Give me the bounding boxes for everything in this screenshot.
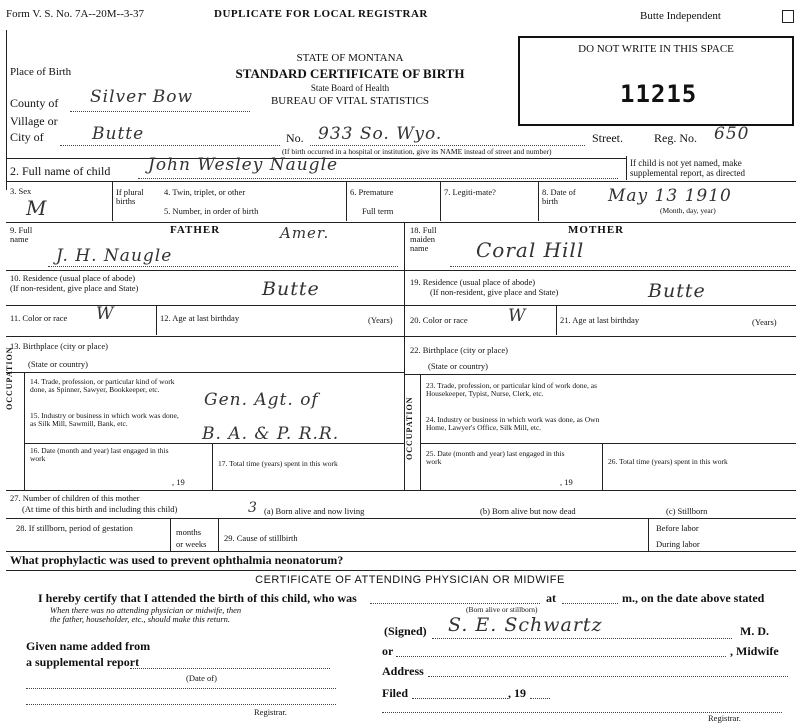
mother-residence-value: Butte [648, 280, 706, 302]
mother-occupation-label: OCCUPATION [405, 396, 414, 460]
filed-label: Filed [382, 686, 408, 700]
children-stillborn: (c) Stillborn [666, 506, 708, 516]
city-label: City of [10, 130, 44, 144]
street-no-label: No. [286, 131, 304, 145]
newspaper-stamp: Butte Independent [640, 10, 721, 22]
father-industry-value: B. A. & P. R.R. [202, 424, 340, 444]
midwife-label: , Midwife [730, 644, 779, 658]
plural-births-label: If plural births [116, 187, 144, 206]
registrar-label-right: Registrar. [708, 713, 741, 723]
children-count-label: 27. Number of children of this mother [10, 493, 140, 503]
village-label: Village or [10, 114, 58, 128]
children-born-alive-living: (a) Born alive and now living [264, 506, 365, 516]
county-value: Silver Bow [90, 87, 193, 107]
father-industry-label: 15. Industry or business in which work was done, as Silk Mill, Sawmill, Bank, etc. [30, 411, 179, 428]
father-heading: FATHER [170, 224, 221, 236]
certificate-title: STANDARD CERTIFICATE OF BIRTH [235, 66, 465, 81]
street-value: 933 So. Wyo. [318, 124, 443, 144]
state-title: STATE OF MONTANA [296, 52, 404, 64]
mother-year-label: , 19 [560, 477, 573, 487]
reg-no-value: 650 [714, 124, 750, 144]
father-total-time-label: 17. Total time (years) spent in this work [218, 459, 338, 468]
father-name-value: J. H. Naugle [56, 246, 173, 266]
at-label: at [546, 591, 556, 605]
mother-industry-label: 24. Industry or business in which work was done, as Own Home, Lawyer's Office, Silk Mill, etc. [426, 415, 600, 432]
child-name-value: John Wesley Naugle [148, 155, 339, 175]
fullterm-label: Full term [362, 206, 394, 216]
mother-heading: MOTHER [568, 224, 625, 236]
twin-label: 4. Twin, triplet, or other [164, 187, 246, 197]
do-not-write: DO NOT WRITE IN THIS SPACE [578, 43, 734, 55]
gestation-weeks: or weeks [176, 539, 207, 549]
premature-label: 6. Premature [350, 187, 394, 197]
father-age-unit: (Years) [368, 315, 393, 325]
children-count-hint: (At time of this birth and including this child) [22, 504, 178, 514]
no-physician-note: When there was no attending physician or midwife, then the father, householder, etc., should make this return. [50, 605, 242, 624]
mother-trade-label: 23. Trade, profession, or particular kind of work done, as Housekeeper, Typist, Nurse, Clerk, etc. [426, 381, 598, 398]
children-count-value: 3 [248, 500, 258, 516]
child-name-label: 2. Full name of child [10, 164, 111, 178]
reg-no-label: Reg. No. [654, 131, 697, 145]
father-name-label: 9. Full name [10, 225, 33, 244]
place-of-birth-label: Place of Birth [10, 66, 72, 78]
during-labor: During labor [656, 539, 700, 549]
filed-year-label: , 19 [508, 686, 526, 700]
father-residence-value: Butte [262, 278, 320, 300]
board-title: State Board of Health [310, 83, 390, 93]
mother-color-label: 20. Color or race [410, 315, 468, 325]
date-of-birth-hint: (Month, day, year) [660, 206, 716, 215]
mother-date-engaged-label: 25. Date (month and year) last engaged in this work [426, 449, 565, 466]
physician-cert-heading: CERTIFICATE OF ATTENDING PHYSICIAN OR MIDWIFE [255, 574, 565, 586]
mother-total-time-label: 26. Total time (years) spent in this work [608, 457, 728, 466]
sex-label: 3. Sex [10, 186, 32, 196]
father-residence-label: 10. Residence (usual place of abode) [10, 273, 136, 283]
mother-birthplace-label: 22. Birthplace (city or place) [410, 345, 508, 355]
father-occupation-label: OCCUPATION [5, 346, 14, 410]
duplicate-heading: DUPLICATE FOR LOCAL REGISTRAR [214, 8, 428, 20]
given-name-label: Given name added from [26, 639, 151, 653]
born-alive-hint: (Born alive or stillborn) [466, 605, 538, 614]
mother-residence-label: 19. Residence (usual place of abode) [410, 277, 536, 287]
on-date-text: m., on the date above stated [622, 591, 765, 605]
date-of-birth-value: May 13 1910 [608, 186, 732, 206]
gestation-label: 28. If stillborn, period of gestation [16, 523, 133, 533]
father-date-engaged-label: 16. Date (month and year) last engaged in this work [30, 446, 169, 463]
legitimate-label: 7. Legiti-mate? [444, 187, 496, 197]
county-label: County of [10, 96, 59, 110]
not-named-note-2: supplemental report, as directed [630, 168, 745, 178]
physician-signature: S. E. Schwartz [448, 614, 603, 636]
md-label: M. D. [740, 624, 769, 638]
before-labor: Before labor [656, 523, 699, 533]
stillbirth-cause-label: 29. Cause of stillbirth [224, 533, 298, 543]
father-residence-hint: (If non-resident, give place and State) [10, 283, 139, 293]
mother-birthplace-hint: (State or country) [428, 361, 488, 371]
form-number: Form V. S. No. 7A--20M--3-37 [6, 8, 145, 20]
bureau-title: BUREAU OF VITAL STATISTICS [270, 95, 430, 107]
office-use-box [518, 36, 794, 126]
not-named-note-1: If child is not yet named, make [630, 158, 742, 168]
address-label: Address [382, 664, 424, 678]
date-of-label: (Date of) [186, 673, 217, 683]
supplemental-label: a supplemental report [26, 655, 140, 669]
mother-age-label: 21. Age at last birthday [560, 315, 640, 325]
father-nationality: Amer. [280, 224, 330, 242]
registrar-label-left: Registrar. [254, 707, 287, 717]
father-age-label: 12. Age at last birthday [160, 313, 240, 323]
city-value: Butte [92, 124, 145, 144]
father-trade-label: 14. Trade, profession, or particular kind of work done, as Spinner, Sawyer, Bookkeeper, etc. [30, 377, 175, 394]
father-trade-value: Gen. Agt. of [204, 390, 319, 410]
stamp-box [782, 10, 794, 23]
mother-name-value: Coral Hill [476, 238, 585, 262]
signed-label: (Signed) [384, 624, 427, 638]
certify-text: I hereby certify that I attended the birth of this child, who was [38, 591, 357, 605]
hospital-note: (If birth occurred in a hospital or institution, give its NAME instead of street and number) [282, 147, 552, 156]
mother-color-value: W [508, 306, 527, 326]
children-born-alive-dead: (b) Born alive but now dead [480, 506, 576, 516]
date-of-birth-label: 8. Date of birth [542, 187, 576, 206]
father-birthplace-label: 13. Birthplace (city or place) [10, 341, 108, 351]
prophylactic-question: What prophylactic was used to prevent ophthalmia neonatorum? [10, 553, 344, 567]
mother-name-label: 18. Full maiden name [410, 225, 437, 253]
order-label: 5. Number, in order of birth [164, 206, 259, 216]
mother-age-unit: (Years) [752, 317, 777, 327]
or-label: or [382, 644, 394, 658]
father-color-value: W [96, 304, 115, 324]
gestation-months: months [176, 527, 202, 537]
mother-residence-hint: (If non-resident, give place and State) [430, 287, 559, 297]
certificate-number: 11215 [620, 80, 698, 108]
father-color-label: 11. Color or race [10, 313, 68, 323]
street-label: Street. [592, 131, 623, 145]
sex-value: M [26, 196, 48, 220]
father-year-label: , 19 [172, 477, 185, 487]
father-birthplace-hint: (State or country) [28, 359, 88, 369]
